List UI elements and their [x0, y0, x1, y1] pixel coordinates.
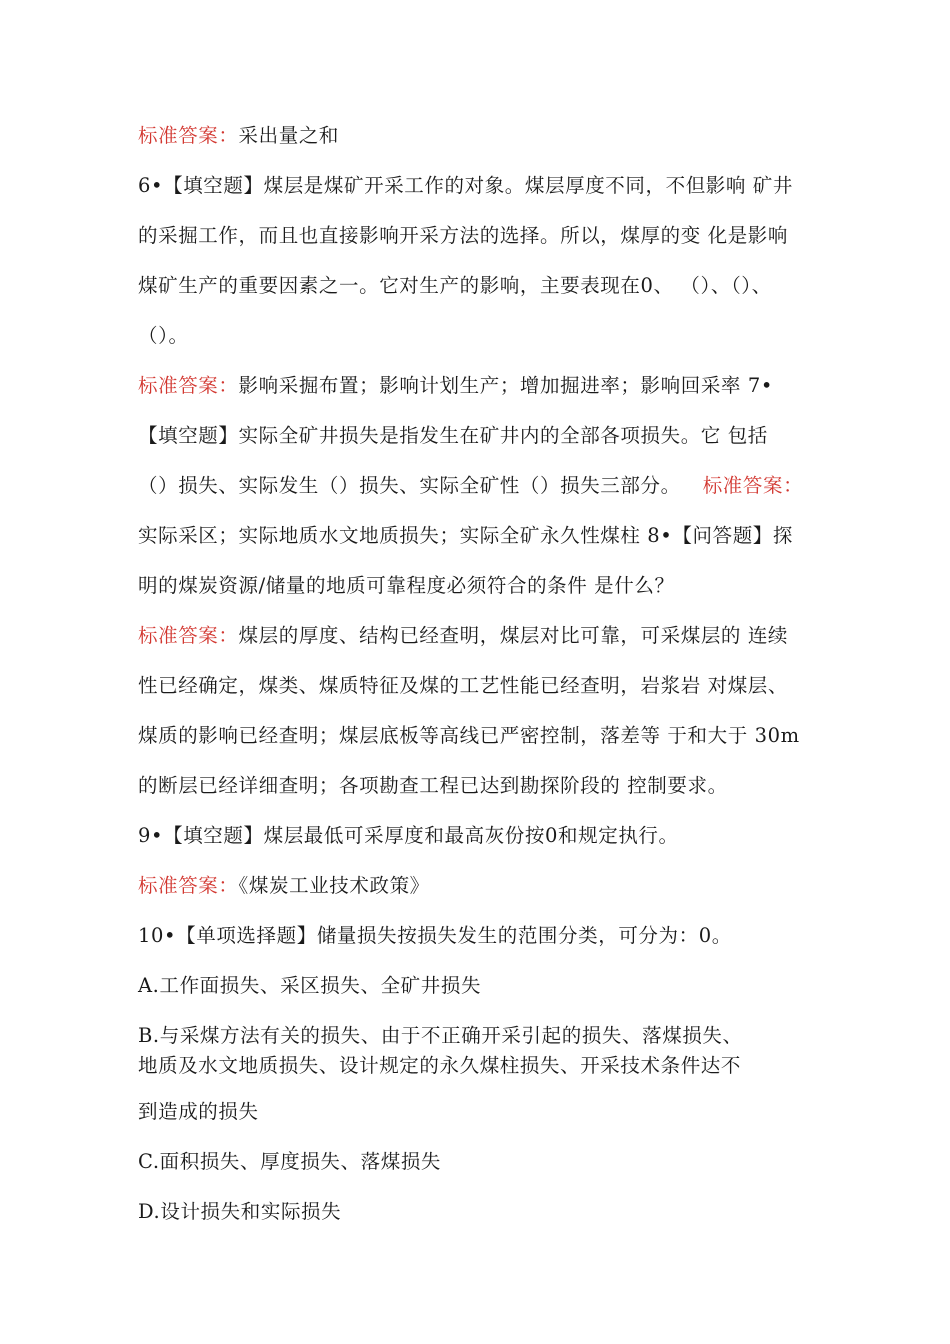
answer-text: 实际采区；实际地质水文地质损失；实际全矿永久性煤柱 8•【问答题】探	[138, 524, 794, 547]
question-7-line-1	[138, 422, 768, 450]
option-text: 地质及水文地质损失、设计规定的永久煤柱损失、开采技术条件达不	[138, 1054, 742, 1077]
option-b-line-1	[138, 1022, 743, 1050]
option-a	[138, 972, 481, 1000]
option-text: D.设计损失和实际损失	[138, 1200, 342, 1223]
answer-label: 标准答案：	[138, 874, 239, 897]
question-text: 明的煤炭资源/储量的地质可靠程度必须符合的条件 是什么？	[138, 574, 675, 597]
question-7-line-2	[138, 472, 803, 500]
answer-line-8-cont-2	[138, 722, 800, 750]
question-9	[138, 822, 679, 850]
question-text: （）。	[138, 324, 189, 347]
answer-line-8-cont-3	[138, 772, 728, 800]
question-10	[138, 922, 732, 950]
question-text: 10•【单项选择题】储量损失按损失发生的范围分类，可分为：0。	[138, 924, 732, 947]
option-b-line-3	[138, 1098, 259, 1126]
answer-text: 《煤炭工业技术政策》	[238, 874, 430, 897]
question-6-line-2	[138, 222, 788, 250]
answer-text: 影响采掘布置；影响计划生产；增加掘进率；影响回采率 7•	[238, 374, 773, 397]
option-b-line-2	[138, 1052, 741, 1080]
answer-line-8	[138, 622, 788, 650]
question-6-line-3	[138, 272, 772, 300]
answer-text: 煤质的影响已经查明；煤层底板等高线已严密控制，落差等 于和大于 30m	[138, 724, 800, 747]
question-text: 煤矿生产的重要因素之一。它对生产的影响，主要表现在0、 （）、（）、	[138, 274, 772, 297]
answer-label: 标准答案：	[138, 624, 239, 647]
answer-text: 采出量之和	[238, 124, 340, 147]
option-text: A.工作面损失、采区损失、全矿井损失	[138, 974, 482, 997]
answer-line-5	[138, 122, 339, 150]
answer-text: 煤层的厚度、结构已经查明，煤层对比可靠，可采煤层的 连续	[238, 624, 789, 647]
answer-line-8-cont-1	[138, 672, 788, 700]
option-text: B.与采煤方法有关的损失、由于不正确开采引起的损失、落煤损失、	[138, 1024, 743, 1047]
answer-text: 性已经确定，煤类、煤质特征及煤的工艺性能已经查明，岩浆岩 对煤层、	[138, 674, 788, 697]
question-text: 9•【填空题】煤层最低可采厚度和最高灰份按0和规定执行。	[138, 824, 679, 847]
question-8-line-2	[138, 572, 675, 600]
answer-line-9	[138, 872, 430, 900]
answer-label: 标准答案：	[138, 374, 239, 397]
question-6-line-4	[138, 322, 189, 350]
question-text: 6•【填空题】煤层是煤矿开采工作的对象。煤层厚度不同，不但影响 矿井	[138, 174, 794, 197]
question-text: 【填空题】实际全矿井损失是指发生在矿井内的全部各项损失。它 包括	[138, 424, 768, 447]
option-text: 到造成的损失	[138, 1100, 259, 1123]
answer-label: 标准答案：	[138, 124, 239, 147]
question-text: 的采掘工作，而且也直接影响开采方法的选择。所以，煤厚的变 化是影响	[138, 224, 788, 247]
option-d	[138, 1198, 341, 1226]
option-c	[138, 1148, 441, 1176]
answer-line-7	[138, 522, 793, 550]
answer-text: 的断层已经详细查明；各项勘查工程已达到勘探阶段的 控制要求。	[138, 774, 728, 797]
answer-label: 标准答案：	[702, 474, 804, 497]
question-text: （）损失、实际发生（）损失、实际全矿性（）损失三部分。	[138, 474, 681, 497]
answer-line-6	[138, 372, 773, 400]
question-6-line-1	[138, 172, 793, 200]
option-text: C.面积损失、厚度损失、落煤损失	[138, 1150, 442, 1173]
